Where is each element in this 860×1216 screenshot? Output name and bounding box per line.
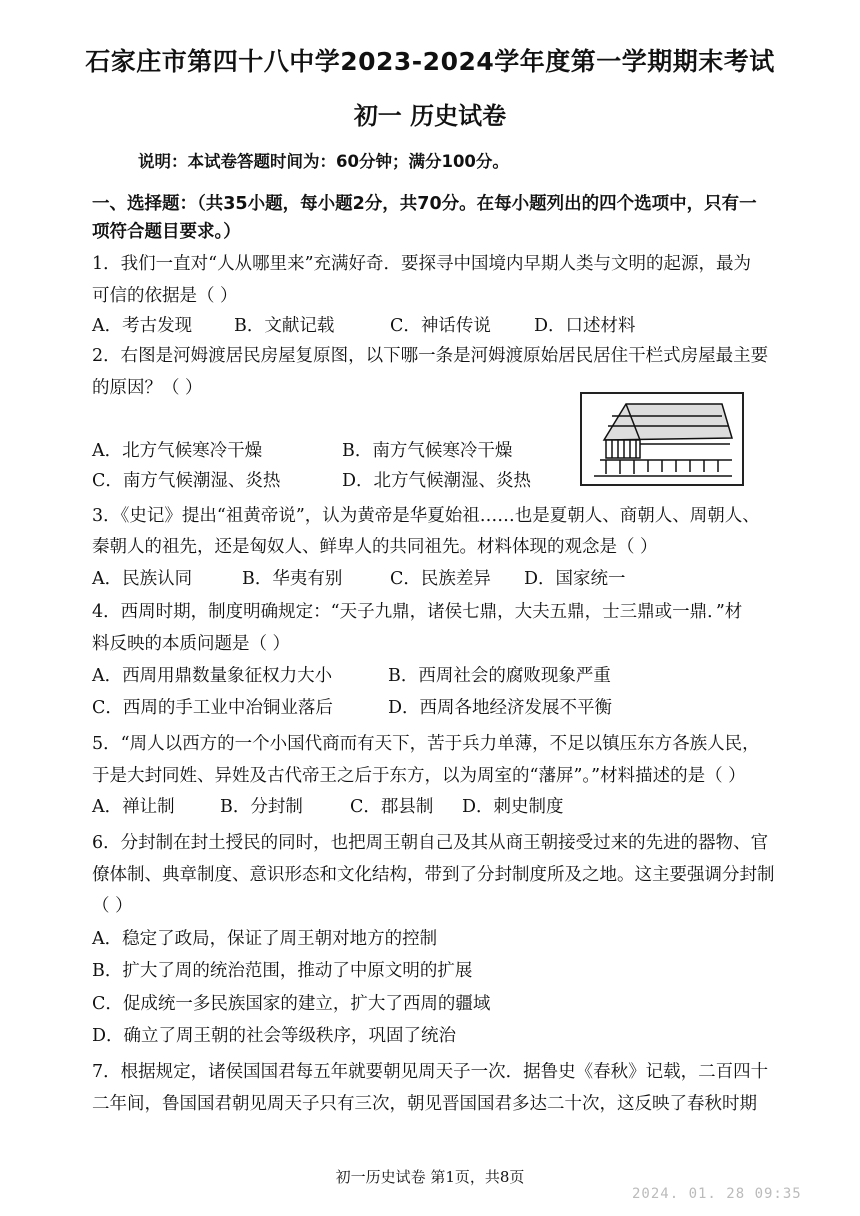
- question-5-stem-line2: 于是大封同姓、异姓及古代帝王之后于东方，以为周室的“藩屏”。”材料描述的是（ ）: [92, 766, 746, 786]
- exam-instructions: 说明：本试卷答题时间为：60分钟；满分100分。: [138, 152, 509, 171]
- section-heading-line1: 一、选择题：（共35小题，每小题2分，共70分。在每小题列出的四个选项中，只有一: [92, 194, 757, 214]
- question-2-stem-line1: 2．右图是河姆渡居民房屋复原图，以下哪一条是河姆渡原始居民居住干栏式房屋最主要: [92, 346, 769, 366]
- question-5-option-c: C．郡县制: [350, 797, 434, 817]
- question-3-option-b: B．华夷有别: [242, 569, 343, 589]
- question-2-option-c: C．南方气候潮湿、炎热: [92, 471, 281, 491]
- exam-title: 石家庄市第四十八中学2023-2024学年度第一学期期末考试: [85, 47, 775, 76]
- question-5-option-b: B．分封制: [220, 797, 303, 817]
- question-4-option-a: A．西周用鼎数量象征权力大小: [92, 666, 333, 686]
- question-1-option-c: C．神话传说: [390, 316, 491, 336]
- question-6-stem-line3: （ ）: [92, 896, 133, 916]
- page-footer: 初一历史试卷 第1页，共8页: [335, 1168, 525, 1186]
- question-3-option-a: A．民族认同: [92, 569, 193, 589]
- section-heading-line2: 项符合题目要求。）: [92, 222, 241, 242]
- question-4-stem-line2: 料反映的本质问题是（ ）: [92, 634, 291, 654]
- exam-subtitle: 初一 历史试卷: [353, 102, 507, 130]
- question-2-option-b: B．南方气候寒冷干燥: [342, 441, 513, 461]
- scan-timestamp: 2024. 01. 28 09:35: [632, 1186, 802, 1202]
- question-6-option-a: A．稳定了政局，保证了周王朝对地方的控制: [92, 929, 438, 949]
- question-4-option-d: D．西周各地经济发展不平衡: [388, 698, 613, 718]
- question-5-option-d: D．刺史制度: [462, 797, 564, 817]
- question-3-option-c: C．民族差异: [390, 569, 491, 589]
- question-4-stem-line1: 4．西周时期，制度明确规定：“天子九鼎，诸侯七鼎，大夫五鼎，士三鼎或一鼎．”材: [92, 602, 743, 622]
- question-2-option-d: D．北方气候潮湿、炎热: [342, 471, 532, 491]
- question-3-option-d: D．国家统一: [524, 569, 626, 589]
- question-4-option-c: C．西周的手工业中冶铜业落后: [92, 698, 333, 718]
- question-3-stem-line1: 3．《史记》提出“祖黄帝说”，认为黄帝是华夏始祖……也是夏朝人、商朝人、周朝人、: [92, 506, 760, 526]
- question-1-stem-line2: 可信的依据是（ ）: [92, 286, 238, 306]
- question-7-stem-line1: 7．根据规定，诸侯国国君每五年就要朝见周天子一次．据鲁史《春秋》记载，二百四十: [92, 1062, 769, 1082]
- hemudu-house-image: [580, 392, 744, 486]
- question-1-stem-line1: 1．我们一直对“人从哪里来”充满好奇．要探寻中国境内早期人类与文明的起源，最为: [92, 254, 752, 274]
- question-4-option-b: B．西周社会的腐败现象严重: [388, 666, 611, 686]
- stilt-house-drawing: [582, 394, 742, 484]
- question-1-option-a: A．考古发现: [92, 316, 193, 336]
- question-6-option-b: B．扩大了周的统治范围，推动了中原文明的扩展: [92, 961, 473, 981]
- question-6-stem-line1: 6．分封制在封土授民的同时，也把周王朝自己及其从商王朝接受过来的先进的器物、官: [92, 833, 769, 853]
- question-6-option-c: C．促成统一多民族国家的建立，扩大了西周的疆域: [92, 994, 491, 1014]
- question-2-option-a: A．北方气候寒冷干燥: [92, 441, 263, 461]
- question-6-option-d: D．确立了周王朝的社会等级秩序，巩固了统治: [92, 1026, 457, 1046]
- question-5-stem-line1: 5．“周人以西方的一个小国代商而有天下，苦于兵力单薄，不足以镇压东方各族人民，: [92, 734, 760, 754]
- question-2-stem-line2: 的原因？（ ）: [92, 378, 203, 398]
- question-1-option-d: D．口述材料: [534, 316, 636, 336]
- question-5-option-a: A．禅让制: [92, 797, 175, 817]
- question-1-option-b: B．文献记载: [234, 316, 335, 336]
- question-6-stem-line2: 僚体制、典章制度、意识形态和文化结构，带到了分封制度所及之地。这主要强调分封制: [92, 865, 775, 885]
- question-3-stem-line2: 秦朝人的祖先，还是匈奴人、鲜卑人的共同祖先。材料体现的观念是（ ）: [92, 537, 658, 557]
- question-7-stem-line2: 二年间，鲁国国君朝见周天子只有三次，朝见晋国国君多达二十次，这反映了春秋时期: [92, 1094, 757, 1114]
